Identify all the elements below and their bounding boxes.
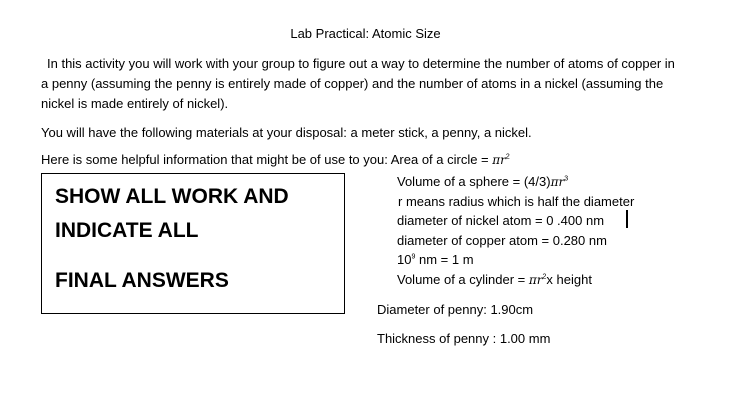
- sphere-prefix: Volume of a sphere = (4/3): [397, 174, 551, 189]
- conversion-rest: nm = 1 m: [415, 252, 474, 267]
- intro-paragraph: [41, 54, 681, 114]
- sphere-volume-formula: [397, 174, 568, 189]
- page-title: Lab Practical: Atomic Size: [290, 26, 441, 41]
- pi-r-symbol: πr: [550, 175, 565, 189]
- exponent: 2: [505, 153, 510, 161]
- helpful-info-line: [41, 152, 510, 167]
- box-line-3: FINAL ANSWERS: [55, 269, 229, 292]
- cylinder-volume-formula: [397, 272, 592, 287]
- unit-conversion: [397, 252, 474, 267]
- exponent: 3: [564, 175, 569, 183]
- materials-text: You will have the following materials at your disposal: a meter stick, a penny, a nickel.: [41, 125, 532, 140]
- nickel-atom-diameter: diameter of nickel atom = 0 .400 nm: [397, 213, 605, 228]
- penny-thickness: Thickness of penny : 1.00 mm: [377, 331, 551, 346]
- pi-r-symbol: πr: [528, 273, 543, 287]
- cylinder-prefix: Volume of a cylinder =: [397, 272, 529, 287]
- copper-atom-diameter: diameter of copper atom = 0.280 nm: [397, 233, 607, 248]
- box-line-1: SHOW ALL WORK AND: [55, 185, 289, 208]
- text-cursor: [626, 210, 628, 228]
- cylinder-suffix: x height: [546, 272, 592, 287]
- exponent: 2: [542, 273, 547, 281]
- box-line-2: INDICATE ALL: [55, 219, 199, 242]
- exponent: 9: [411, 253, 416, 261]
- pi-r-symbol: πr: [492, 153, 506, 167]
- conversion-base: 10: [397, 252, 412, 267]
- instructions-box: [41, 173, 345, 314]
- helpful-prefix: Here is some helpful information that might be of use to you: Area of a circle =: [41, 152, 493, 167]
- intro-text: In this activity you will work with your group to figure out a way to determine the number of atoms of copper in a penny (assuming the penny is entirely made of copper) and the number of atoms in a nickel (assuming the nickel is made entirely of nickel).: [41, 56, 675, 111]
- radius-note: r means radius which is half the diameter: [398, 194, 635, 209]
- penny-diameter: Diameter of penny: 1.90cm: [377, 302, 534, 317]
